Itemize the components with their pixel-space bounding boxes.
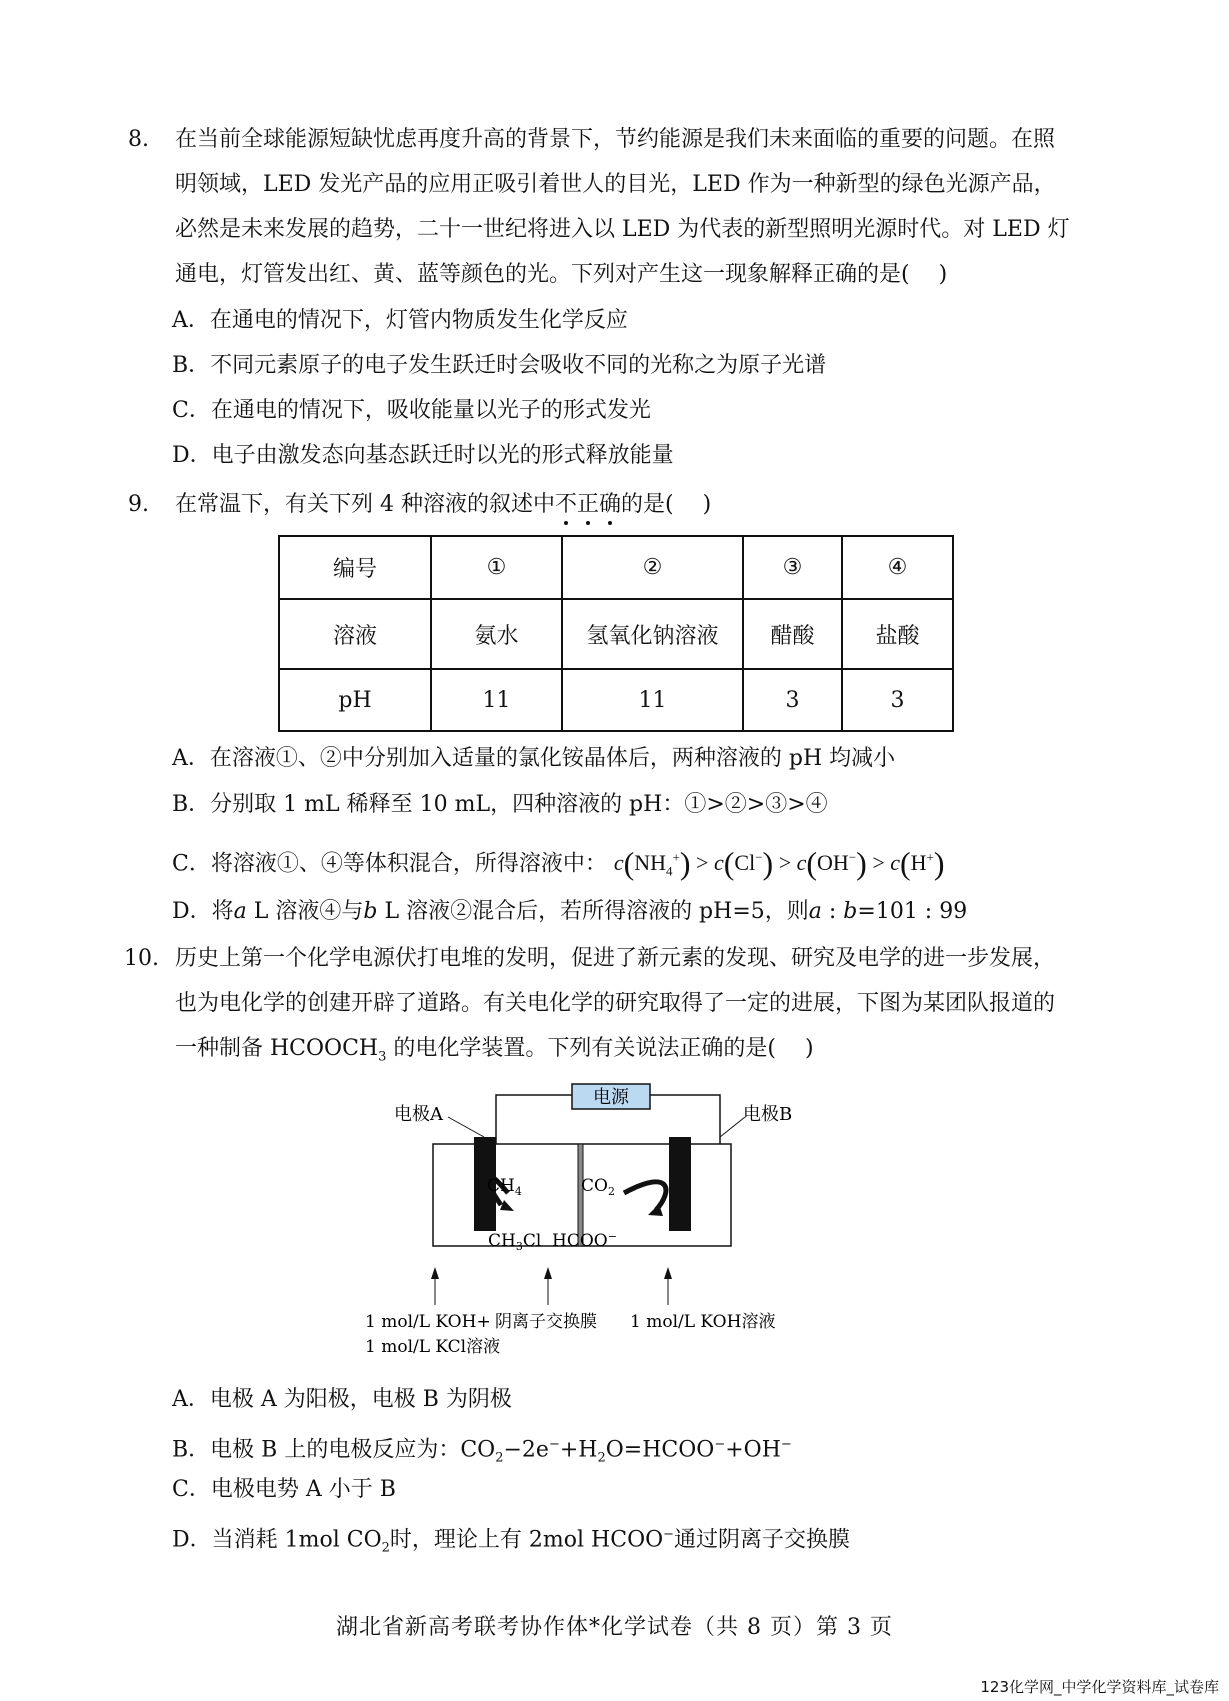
q8-option-d: D．电子由激发态向基态跃迁时以光的形式释放能量 (172, 443, 674, 468)
q10-option-c: C．电极电势 A 小于 B (172, 1477, 396, 1502)
q10-option-d: D．当消耗 1mol $CO_2$时，理论上有 2mol HCOO−通过阴离子交换膜 (172, 1527, 851, 1556)
arrow-head (431, 1267, 439, 1279)
solution-table (278, 535, 954, 732)
electrochemical-cell-diagram (365, 1080, 860, 1380)
q9-option-c (172, 843, 945, 887)
q9-option-b: B．分别取 1 mL 稀释至 10 mL，四种溶液的 pH：①>②>③>④ (172, 792, 828, 817)
q10-option-b: B．电极 B 上的电极反应为：$CO_2-2e^-+H_2O=HCOO^-+OH^-$ (172, 1437, 792, 1466)
co2-label: $CO_2$ (581, 1176, 615, 1198)
right-solution-label: 1 mol/L KOH溶液 (630, 1312, 776, 1332)
q8-option-b: B．不同元素原子的电子发生跃迁时会吸收不同的光称之为原子光谱 (172, 353, 827, 378)
emphasis-dot (608, 521, 612, 525)
table-cell: ④ (842, 536, 953, 599)
q10-stem-line-2: 也为电化学的创建开辟了道路。有关电化学的研究取得了一定的进展，下图为某团队报道的 (175, 991, 1056, 1016)
electrode-b-leader (720, 1117, 745, 1137)
q9-number: 9. (128, 492, 149, 517)
table-row (279, 599, 953, 669)
page-footer: 湖北省新高考联考协作体*化学试卷（共 8 页）第 3 页 (336, 1615, 893, 1640)
emphasis-dot (586, 521, 590, 525)
table-row (279, 669, 953, 731)
q9-stem-emphasis: 不正确 (555, 492, 621, 517)
q8-option-c: C．在通电的情况下，吸收能量以光子的形式发光 (172, 398, 651, 423)
table-cell: 编号 (279, 536, 431, 599)
q10-stem-line-3: 一种制备 $HCOOCH_3$ 的电化学装置。下列有关说法正确的是( ) (175, 1036, 814, 1065)
q9-option-c-text: C．将溶液①、④等体积混合，所得溶液中： (172, 851, 607, 877)
table-cell: 11 (431, 669, 562, 731)
q9-stem (175, 490, 1125, 520)
arrow-head (544, 1267, 552, 1279)
q10-option-a: A．电极 A 为阳极，电极 B 为阴极 (172, 1387, 512, 1412)
q8-stem-line-1: 在当前全球能源短缺忧虑再度升高的背景下，节约能源是我们未来面临的重要的问题。在照 (175, 127, 1056, 152)
q9-option-d: D．将a L 溶液④与b L 溶液②混合后，若所得溶液的 pH=5，则a : b=101 : 99 (172, 899, 968, 924)
q8-number: 8. (128, 127, 149, 152)
ch3cl-label: $CH_3Cl$ (488, 1231, 542, 1253)
electrode-b-label: 电极B (743, 1104, 793, 1125)
q10-number: 10. (124, 946, 159, 971)
emphasis-dot (564, 521, 568, 525)
q10-stem-line-1: 历史上第一个化学电源伏打电堆的发明，促进了新元素的发现、研究及电学的进一步发展， (175, 946, 1056, 971)
table-cell: 3 (743, 669, 842, 731)
table-cell: pH (279, 669, 431, 731)
table-cell: 氢氧化钠溶液 (562, 599, 743, 669)
electrode-a-label: 电极A (394, 1104, 443, 1125)
arrow-head (664, 1267, 672, 1279)
q8-stem-line-4: 通电，灯管发出红、黄、蓝等颜色的光。下列对产生这一现象解释正确的是( ) (175, 262, 948, 287)
electrode-a-leader (448, 1117, 484, 1137)
table-cell: 氨水 (431, 599, 562, 669)
hcoo-label: HCOO− (552, 1230, 617, 1251)
q9-stem-before: 在常温下，有关下列 4 种溶液的叙述中 (175, 492, 555, 517)
table-cell: 11 (562, 669, 743, 731)
table-cell: ③ (743, 536, 842, 599)
q9-option-a: A．在溶液①、②中分别加入适量的氯化铵晶体后，两种溶液的 pH 均减小 (172, 746, 896, 771)
table-cell: 醋酸 (743, 599, 842, 669)
q9-stem-after: 的是( ) (621, 492, 712, 517)
left-solution-label-2: 1 mol/L KCl溶液 (365, 1337, 501, 1357)
table-row (279, 536, 953, 599)
power-supply-label: 电源 (593, 1087, 629, 1108)
q8-stem-line-2: 明领域，LED 发光产品的应用正吸引着世人的目光，LED 作为一种新型的绿色光源产品， (175, 172, 1056, 197)
membrane-label: 阴离子交换膜 (495, 1312, 597, 1332)
ch4-label: $CH_4$ (487, 1176, 522, 1198)
table-cell: ② (562, 536, 743, 599)
electrode-b (669, 1137, 691, 1231)
table-cell: 溶液 (279, 599, 431, 669)
left-solution-label-1: 1 mol/L KOH+ (365, 1312, 491, 1332)
concentration-inequality: $c(NH_4^+) > c(Cl^-) > c(OH^-) > c(H^+)$ (613, 845, 945, 882)
table-cell: 盐酸 (842, 599, 953, 669)
table-cell: 3 (842, 669, 953, 731)
source-watermark: 123化学网_中学化学资料库_试卷库 (980, 1678, 1219, 1696)
table-cell: ① (431, 536, 562, 599)
q8-option-a: A．在通电的情况下，灯管内物质发生化学反应 (172, 308, 628, 333)
q8-stem-line-3: 必然是未来发展的趋势，二十一世纪将进入以 LED 为代表的新型照明光源时代。对 LED 灯 (175, 217, 1070, 242)
